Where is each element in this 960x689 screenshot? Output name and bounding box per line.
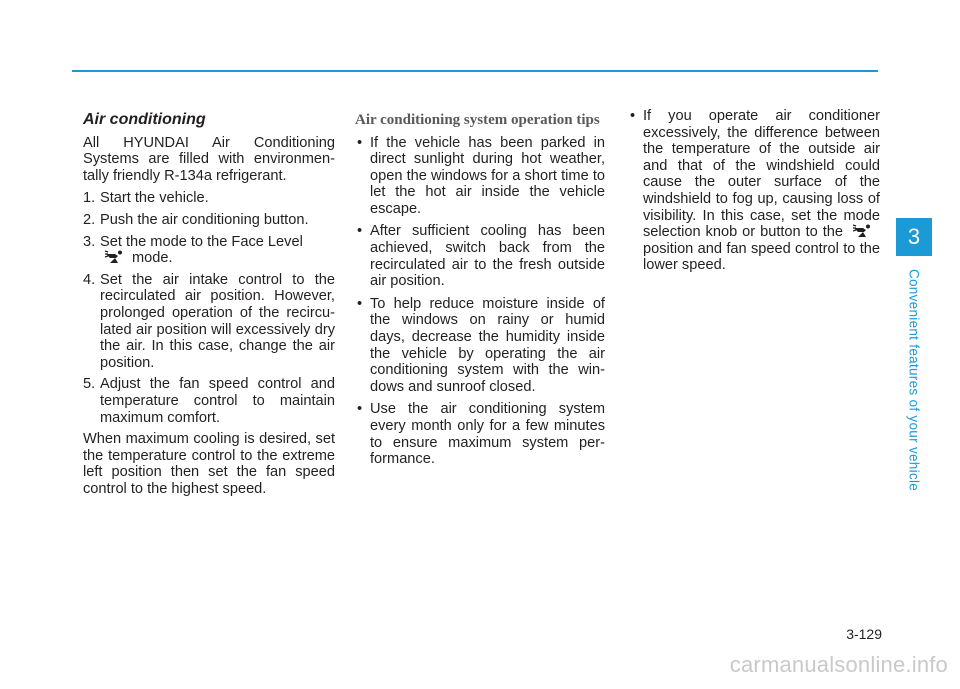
step-4 — [83, 272, 335, 372]
tip-text: If the vehicle has been parked in direct sunlight during hot weather, open the windows for a short time to let the hot air inside the vehicle escape. — [370, 134, 605, 217]
bullet-marker: • — [357, 295, 363, 312]
step-text: Adjust the fan speed control and temperature control to maintain maximum comfort. — [100, 376, 335, 426]
step-1 — [83, 190, 335, 207]
intro-paragraph: All HYUNDAI Air Conditioning Systems are filled with environmen-tally friendly R-134a refrigerant. — [83, 134, 335, 184]
tip-bullet-3 — [355, 296, 605, 396]
bullet-marker: • — [357, 401, 363, 418]
step-text: Set the air intake control to the recirculated air position. However, prolonged operation of the recircu-lated air position will excessively dry the air. In this case, change the air position. — [100, 271, 335, 371]
step-5 — [83, 376, 335, 426]
section-title-operation-tips: Air conditioning system operation tips — [355, 112, 600, 128]
step-text: Push the air conditioning button. — [100, 211, 309, 228]
step-number: 2. — [83, 211, 96, 228]
header-rule — [72, 70, 878, 72]
step-2 — [83, 212, 335, 229]
right-column — [628, 108, 880, 280]
step-3 — [83, 234, 335, 267]
middle-column — [355, 112, 605, 474]
tip-text-before-icon: If you operate air conditioner excessively, the difference between the temperature of the outside air and that of the windshield could cause the outer surface of the windshield to fog up, causing loss of visibility. In this case, set the mode selection knob or button to the — [643, 108, 880, 241]
step-number: 4. — [83, 271, 96, 288]
tip-text: To help reduce moisture inside of the windows on rainy or humid days, decrease the humidity inside the vehicle by operating the air conditioning system with the win-dows and sunroof closed. — [370, 295, 605, 395]
tip-text: After sufficient cooling has been achieved, switch back from the recirculated air to the fresh outside air position. — [370, 223, 605, 290]
bullet-marker: • — [357, 134, 363, 151]
tip-bullet-4 — [355, 401, 605, 467]
section-title-air-conditioning: Air conditioning — [83, 111, 206, 128]
tip-bullet-2 — [355, 223, 605, 289]
chapter-number-tab: 3 — [896, 218, 932, 256]
step-number: 5. — [83, 376, 96, 393]
chapter-title-vertical: Convenient features of your vehicle — [906, 268, 922, 492]
tip-text-after-icon: position and fan speed control to the lower speed. — [643, 240, 880, 274]
left-column — [83, 112, 335, 503]
tip-bullet-1 — [355, 135, 605, 218]
step-number: 1. — [83, 190, 96, 207]
step-text: Start the vehicle. — [100, 190, 209, 207]
tip-text — [643, 108, 880, 274]
step-number: 3. — [83, 233, 96, 250]
step-text — [100, 234, 335, 267]
face-level-mode-icon — [104, 250, 124, 264]
tip-text: Use the air conditioning system every month only for a few minutes to ensure maximum system per-formance. — [370, 401, 605, 468]
bullet-marker: • — [630, 108, 636, 124]
step-text-after-icon: mode. — [132, 250, 173, 267]
step-text-before-icon: Set the mode to the Face Level — [100, 233, 303, 250]
watermark: carmanualsonline.info — [729, 652, 948, 677]
bullet-marker: • — [357, 223, 363, 240]
page-number: 3-129 — [846, 626, 882, 642]
tip-bullet-5 — [628, 108, 880, 274]
face-level-mode-icon — [852, 224, 872, 238]
closing-paragraph: When maximum cooling is desired, set the temperature control to the extreme left position then set the fan speed control to the highest speed. — [83, 431, 335, 497]
